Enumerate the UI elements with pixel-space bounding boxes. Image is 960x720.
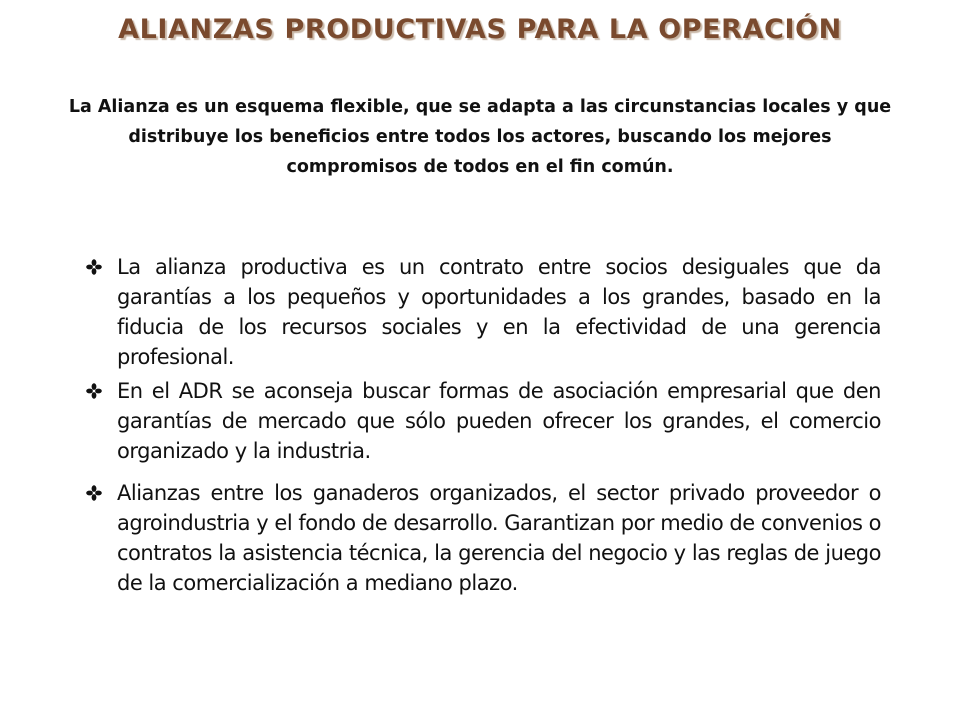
diamond-bullet-icon	[86, 259, 102, 275]
bullet-text: La alianza productiva es un contrato entre socios desiguales que da garantías a los pequeños y oportunidades a los grandes, basado en la fiducia de los recursos sociales y en la efectividad de una gerencia profesional.	[117, 255, 881, 369]
bullet-item	[86, 376, 881, 466]
slide-title: ALIANZAS PRODUCTIVAS PARA LA OPERACIÓN	[118, 14, 842, 45]
bullet-text: Alianzas entre los ganaderos organizados, el sector privado proveedor o agroindustria y el fondo de desarrollo. Garantizan por medio de convenios o contratos la asistencia técnica, la gerencia del negocio y las reglas de juego de la comercialización a mediano plazo.	[117, 481, 881, 595]
bullet-item	[86, 252, 881, 372]
bullet-text: En el ADR se aconseja buscar formas de asociación empresarial que den garantías de mercado que sólo pueden ofrecer los grandes, el comercio organizado y la industria.	[117, 379, 881, 463]
diamond-bullet-icon	[86, 485, 102, 501]
slide-subtitle: La Alianza es un esquema flexible, que se adapta a las circunstancias locales y que distribuye los beneficios entre todos los actores, buscando los mejores compromisos de todos en el fin común.	[68, 97, 892, 177]
bullet-list	[86, 252, 881, 598]
diamond-bullet-icon	[86, 383, 102, 399]
bullet-item	[86, 478, 881, 598]
